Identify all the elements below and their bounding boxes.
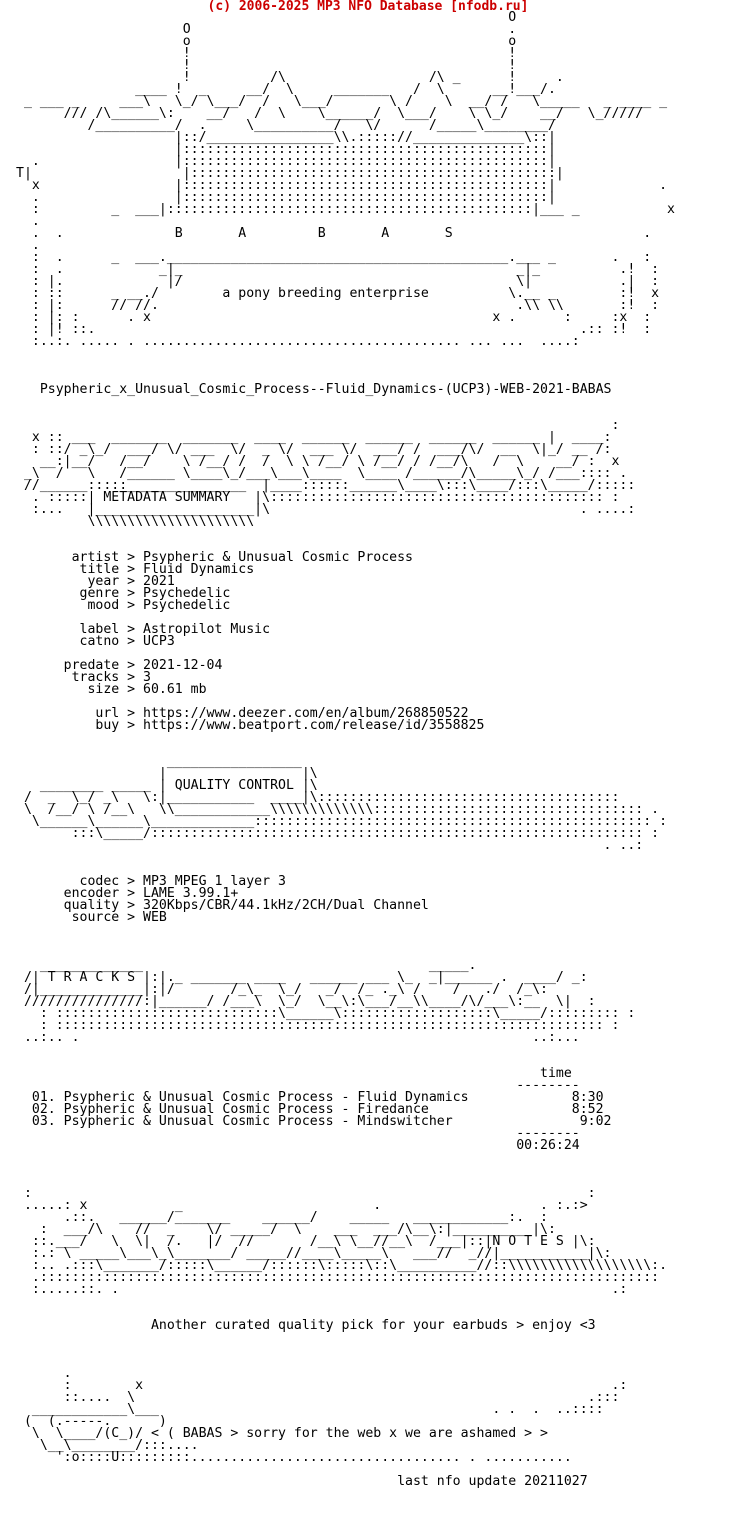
nfo-line: x |::::::::::::::::::::::::::::::::::::::::::::::| . xyxy=(16,178,668,193)
nfo-line: /|_____________|:|/ /_\_ \_/ _/ /_ ._\ / / ./ /_\: xyxy=(16,982,548,997)
nfo-line: : ::::::::::::::::::::::::::::\______\:::::::::::::::::::\_____/::::::::: : xyxy=(16,1006,636,1021)
nfo-line: \ /__/ \ /__\ \\____________\\\\\\\\\\\\\:::::::::::::::::::::::::::::::::: . xyxy=(16,802,660,817)
nfo-line: :.....::. . .: xyxy=(16,1282,628,1297)
nfo-line: size > 60.61 mb xyxy=(16,682,207,697)
nfo-line: __:|__/ /__/ \ /__/ / / \ \ /__/ \ /__/ / /__/\ / \ __/ : x xyxy=(16,454,620,469)
nfo-line: : _ ___|::::::::::::::::::::::::::::::::::::::::::::::|___ _ x xyxy=(16,202,675,217)
nfo-line: ________ _____ | QUALITY CONTROL |\ xyxy=(16,778,318,793)
nfo-line: ::.... \ .::: xyxy=(16,1390,620,1405)
nfo-line: . :::::| METADATA SUMMARY |\:::::::::::::::::::::::::::::::::::::::::: : xyxy=(16,490,620,505)
nfo-line: T| |::::::::::::::::::::::::::::::::::::::::::::::| xyxy=(16,166,564,181)
nfo-line: \______\______\_____________:::::::::::::::::::::::::::::::::::::::::::::::::: : xyxy=(16,814,668,829)
nfo-line: url > https://www.deezer.com/en/album/268850522 xyxy=(16,706,469,721)
nfo-line: ..:.. . ..:... xyxy=(16,1030,580,1045)
nfo-line: ///////////////:|______/ /___\ \_/ \__\:\___/__\\____/\/___\:__ \| : xyxy=(16,994,596,1009)
nfo-line: . xyxy=(16,1366,72,1381)
nfo-line: :::\_____/:::::::::::::::::::::::::::::::::::::::::::::::::::::::::::::: : xyxy=(16,826,660,841)
nfo-line: |::::::::::::::::::::::::::::::::::::::::::::::| xyxy=(16,142,556,157)
nfo-line: -------- xyxy=(16,1078,580,1093)
nfo-line: / _ \_/ _\ \:|___________ ____|\:::::::::::::::::::::::::::::::::::::: xyxy=(16,790,620,805)
site-banner: (c) 2006-2025 MP3 NFO Database [nfodb.ru] xyxy=(207,0,529,14)
nfo-line: ::.___/ \ \| /. |/ // /__\ \__//__\ /___|::|N O T E S |\: xyxy=(16,1234,596,1249)
nfo-line: mood > Psychedelic xyxy=(16,598,231,613)
nfo-line: codec > MP3 MPEG 1 layer 3 xyxy=(16,874,286,889)
nfo-text xyxy=(16,12,675,1488)
nfo-line: 03. Psypheric & Unusual Cosmic Process - Mindswitcher 9:02 xyxy=(16,1114,612,1129)
nfo-line xyxy=(16,732,675,744)
nfo-line: _ ___ _ ___\ \_/ \___/ / \___/ \ / \ __/ / \_____ _ ____ _ xyxy=(16,94,668,109)
nfo-line: . xyxy=(16,238,40,253)
nfo-line: : : xyxy=(16,1186,596,1201)
nfo-line xyxy=(16,1296,675,1308)
nfo-line xyxy=(16,1152,675,1164)
nfo-line xyxy=(16,936,675,948)
nfo-line: .....: x _ . . :.:> xyxy=(16,1198,588,1213)
nfo-line: : |. |/ \| .| : xyxy=(16,274,660,289)
nfo-line: O . xyxy=(16,22,517,37)
nfo-line: Another curated quality pick for your earbuds > enjoy <3 xyxy=(16,1318,596,1333)
nfo-line: /| T R A C K S |:|._ _______ ____ ______ ___ \_ _|______ . ____/ _: xyxy=(16,970,588,985)
nfo-line: ____ ! _ __/ \ _______ / \ __!___/. xyxy=(16,82,556,97)
nfo-line: O xyxy=(16,10,517,25)
nfo-line: ( (.-----. ) xyxy=(16,1414,167,1429)
nfo-line: //______:::::_______________ |____::::::______\____\:::\____/:::\_____/::::: xyxy=(16,478,636,493)
nfo-line: . xyxy=(16,214,40,229)
nfo-line xyxy=(16,1044,675,1056)
nfo-line: ':o::::U:::::::::.................................. . ........... xyxy=(16,1450,572,1465)
nfo-line: Psypheric_x_Unusual_Cosmic_Process--Fluid_Dynamics-(UCP3)-WEB-2021-BABAS xyxy=(16,382,612,397)
nfo-line: ____________\___ . . . ..:::: xyxy=(16,1402,604,1417)
nfo-line xyxy=(16,924,675,936)
nfo-line: : :: _ __./ a pony breeding enterprise \.__ _ :! x xyxy=(16,286,660,301)
nfo-line: : xyxy=(16,418,620,433)
nfo-line: _\ / \ /______ \____\_/___\___\____ \____ /______/\_____\_/ /___:::: . xyxy=(16,466,628,481)
nfo-line: . |::::::::::::::::::::::::::::::::::::::::::::::| xyxy=(16,154,556,169)
nfo-line: . |::::::::::::::::::::::::::::::::::::::::::::::| xyxy=(16,190,556,205)
nfo-line: time xyxy=(16,1066,572,1081)
nfo-line: ! ! xyxy=(16,46,517,61)
nfo-line: \__\________/:::.... xyxy=(16,1438,199,1453)
nfo-line xyxy=(16,396,675,408)
nfo-line: /__________/ . \__________/ \/ /_____\________/ xyxy=(16,118,556,133)
nfo-line: | |\ xyxy=(16,766,318,781)
nfo-line: label > Astropilot Music xyxy=(16,622,271,637)
nfo-line: .::. ______/_______ ______/ _____ ____________:. : xyxy=(16,1210,548,1225)
nfo-line: /// /\______\: __/ / \ \______/ \___/ \ \_/ __/ \_///// xyxy=(16,106,644,121)
nfo-line xyxy=(16,1332,675,1344)
nfo-line: : ::/ _\_/ ___/ \/ ___ \/ _ \/ ___ \/ ___/ / ___/\/ __ \|_/ __ /: xyxy=(16,442,612,457)
nfo-line: 01. Psypheric & Unusual Cosmic Process - Fluid Dynamics 8:30 xyxy=(16,1090,604,1105)
nfo-line: : x .: xyxy=(16,1378,628,1393)
nfo-line: tracks > 3 xyxy=(16,670,151,685)
nfo-line xyxy=(16,1356,675,1368)
nfo-line: predate > 2021-12-04 xyxy=(16,658,223,673)
nfo-line: :... |____________________|\ . ....: xyxy=(16,502,636,517)
nfo-line: 00:26:24 xyxy=(16,1138,580,1153)
nfo-line: : ___/\ // _ \/ _____/ \ ___ ___/\__\:|__________|\: xyxy=(16,1222,556,1237)
nfo-line: 02. Psypheric & Unusual Cosmic Process - Firedance 8:52 xyxy=(16,1102,604,1117)
nfo-line: . ..: xyxy=(16,838,644,853)
nfo-line: :..:. ..... . ........................................ ... ... ....: xyxy=(16,334,580,349)
nfo-line: last nfo update 20211027 xyxy=(16,1474,588,1489)
nfo-line: :.: \ _____\___\_\_______/ _____//____\_____\ ___// _//|___________|\: xyxy=(16,1246,612,1261)
nfo-line: source > WEB xyxy=(16,910,167,925)
nfo-line: o o xyxy=(16,34,517,49)
nfo-line: ! ! xyxy=(16,58,517,73)
nfo-line: : . _|_ _|_ .! : xyxy=(16,262,660,277)
nfo-line: .:::::::::::::::::::::::::::::::::::::::::::::::::::::::::::::::::::::::::::::: xyxy=(16,1270,660,1285)
nfo-line: genre > Psychedelic xyxy=(16,586,231,601)
nfo-line: title > Fluid Dynamics xyxy=(16,562,255,577)
nfo-line xyxy=(16,360,675,372)
nfo-line: buy > https://www.beatport.com/release/id/3558825 xyxy=(16,718,485,733)
nfo-line: :.. .:::\_______/:::::\______/::::::\:::::\::\__________//::\\\\\\\\\\\\\\\\\\:. xyxy=(16,1258,668,1273)
nfo-line: |::/________________\\.::::://______________\::| xyxy=(16,130,556,145)
nfo-line: -------- xyxy=(16,1126,580,1141)
nfo-line: : . _ ___.___________________________________________.___ _ . : xyxy=(16,250,652,265)
nfo-line xyxy=(16,1164,675,1176)
nfo-line xyxy=(16,348,675,360)
nfo-line xyxy=(16,528,675,540)
nfo-line: : ::::::::::::::::::::::::::::::::::::::::::::::::::::::::::::::::::::: : xyxy=(16,1018,620,1033)
nfo-line: ! /\ /\ _ ! . xyxy=(16,70,564,85)
nfo-line: x :: ___ _______ _______ ____ ______ ______ ______ ______ | ____: xyxy=(16,430,612,445)
nfo-line: \ \____/(C_)/ < ( BABAS > sorry for the web x we are ashamed > > xyxy=(16,1426,548,1441)
nfo-line: year > 2021 xyxy=(16,574,175,589)
nfo-line: artist > Psypheric & Unusual Cosmic Process xyxy=(16,550,413,565)
nfo-line: : |: // //. .\\ \\ :! : xyxy=(16,298,660,313)
nfo-line: : |! ::. .:: :! : xyxy=(16,322,652,337)
nfo-line: \\\\\\\\\\\\\\\\\\\\\ xyxy=(16,514,255,529)
nfo-line: _________________ xyxy=(16,754,302,769)
nfo-line: quality > 320Kbps/CBR/44.1kHz/2CH/Dual Channel xyxy=(16,898,429,913)
nfo-line: . . B A B A S . xyxy=(16,226,652,241)
nfo-line xyxy=(16,852,675,864)
nfo-line: encoder > LAME 3.99.1+ xyxy=(16,886,239,901)
nfo-line: _____________ _____. xyxy=(16,958,477,973)
nfo-line: catno > UCP3 xyxy=(16,634,175,649)
nfo-line: : |: : . x x . : :x : xyxy=(16,310,652,325)
nfo-line xyxy=(16,1344,675,1356)
